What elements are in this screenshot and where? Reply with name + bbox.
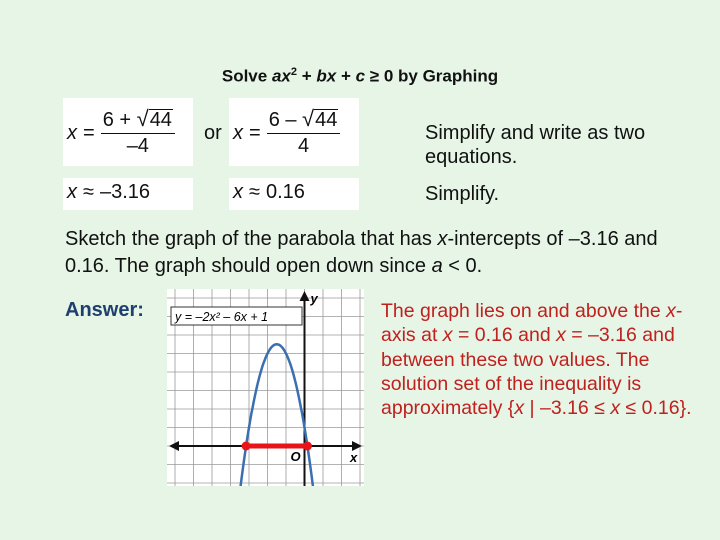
explanation-part: -axis at <box>381 300 683 347</box>
radicand: 44 <box>149 109 172 131</box>
fraction-numerator: 6 + <box>102 109 137 131</box>
radicand: 44 <box>315 109 338 131</box>
step-1-text: Simplify and write as two equations. <box>425 122 646 168</box>
title-ax: ax <box>271 66 291 86</box>
parabola-graph <box>167 289 364 486</box>
approx-x: x <box>67 181 77 203</box>
sketch-text: -intercepts of –3.16 and 0.16. The graph should open down since <box>65 228 658 277</box>
fraction-numerator: 6 – <box>268 109 303 131</box>
explanation-x: x <box>514 397 525 420</box>
sketch-a-var: a <box>431 255 443 277</box>
approx-value: 0.16 <box>265 181 305 203</box>
y-axis-label: y <box>310 291 318 306</box>
equation-box-1 <box>63 98 193 166</box>
explanation-x: x <box>610 397 621 420</box>
equation-fraction <box>267 108 341 158</box>
intercept-point <box>303 442 312 451</box>
approx-box-1 <box>63 178 193 210</box>
equation-equals: = <box>249 121 261 144</box>
explanation-x: x <box>442 324 453 347</box>
explanation-part: | –3.16 ≤ <box>524 397 611 420</box>
equation-label: y = –2x² – 6x + 1 <box>175 310 269 324</box>
approx-value: –3.16 <box>99 181 151 203</box>
sketch-x-var: x <box>437 228 448 250</box>
origin-label: O <box>290 449 301 464</box>
explanation-x: x <box>556 324 566 347</box>
explanation-part: ≤ 0.16}. <box>620 397 692 420</box>
equation-fraction <box>101 108 175 158</box>
equation-equals: = <box>83 121 95 144</box>
approx-symbol: ≈ <box>83 181 94 203</box>
explanation-x: x <box>666 300 676 322</box>
sqrt-icon: √ <box>302 106 315 131</box>
equation-x: x <box>233 121 243 144</box>
answer-label: Answer: <box>65 299 144 321</box>
fraction-denominator: 4 <box>297 135 310 157</box>
approx-symbol: ≈ <box>249 181 260 203</box>
approx-box-2 <box>229 178 359 210</box>
x-axis-label: x <box>350 450 358 465</box>
title-exponent: 2 <box>290 66 297 78</box>
equation-x: x <box>67 121 77 144</box>
sketch-text: < 0. <box>442 255 483 277</box>
equation-box-2 <box>229 98 359 166</box>
page-title <box>0 66 720 87</box>
step-2-text: Simplify. <box>425 183 500 205</box>
title-plus: + <box>336 66 356 86</box>
sqrt-icon: √ <box>136 106 149 131</box>
title-prefix: Solve <box>221 66 272 86</box>
title-c: c <box>355 66 366 86</box>
sketch-text: Sketch the graph of the parabola that has <box>65 228 438 250</box>
title-rest: ≥ 0 by Graphing <box>365 66 499 86</box>
title-plus: + <box>297 66 317 86</box>
explanation-text <box>381 299 706 420</box>
explanation-part: = 0.16 and <box>452 324 557 347</box>
explanation-part: The graph lies on and above the <box>381 300 667 322</box>
or-label: or <box>204 122 222 144</box>
title-bx: bx <box>316 66 337 86</box>
fraction-denominator: –4 <box>126 135 149 157</box>
approx-x: x <box>233 181 243 203</box>
explanation-part: = –3.16 and between these two values. The solution set of the inequality is approximately { <box>381 324 675 420</box>
sketch-instruction <box>65 226 705 280</box>
intercept-point <box>242 442 251 451</box>
